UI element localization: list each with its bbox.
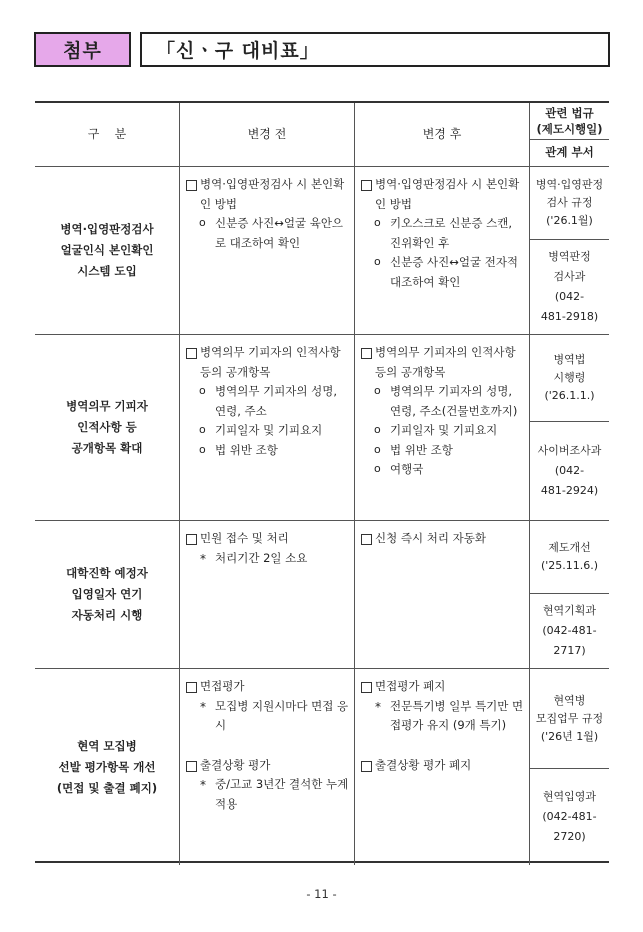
spacer (359, 736, 525, 756)
sub-item: * 전문특기병 일부 특기만 면접평가 유지 (9개 특기) (359, 697, 525, 736)
sub-item: o 신분증 사진↔얼굴 육안으로 대조하여 확인 (184, 214, 350, 253)
sub-item: o 기피일자 및 기피요지 (359, 421, 525, 441)
section-item: 병역의무 기피자의 인적사항 등의 공개항목 (359, 343, 525, 382)
row-category: 현역 모집병 선발 평가항목 개선 (면접 및 출결 폐지) (35, 669, 180, 865)
section-item: 민원 접수 및 처리 (184, 529, 350, 549)
row-law: 현역병 모집업무 규정 ('26년 1월) (530, 669, 609, 769)
row-category: 병역·입영판정검사 얼굴인식 본인확인 시스템 도입 (35, 167, 180, 335)
row-category: 병역의무 기피자 인적사항 등 공개항목 확대 (35, 335, 180, 521)
section-item: 출결상황 평가 폐지 (359, 756, 525, 776)
row-after-cell (355, 167, 530, 335)
sub-item: o 키오스크로 신분증 스캔, 진위확인 후 (359, 214, 525, 253)
section-item: 면접평가 폐지 (359, 677, 525, 697)
page-number: - 11 - (306, 887, 337, 901)
page-title: 「신ㆍ구 대비표」 (140, 32, 610, 67)
sub-item: o 기피일자 및 기피요지 (184, 421, 350, 441)
comparison-table (35, 101, 609, 863)
section-item: 면접평가 (184, 677, 350, 697)
row-dept: 병역판정 검사과 (042- 481-2918) (530, 240, 609, 335)
section-item: 신청 즉시 처리 자동화 (359, 529, 525, 549)
header-category: 구 분 (35, 103, 180, 167)
row-dept: 사이버조사과 (042- 481-2924) (530, 422, 609, 521)
sub-item: * 중/고교 3년간 결석한 누계 적용 (184, 775, 350, 814)
sub-item: o 여행국 (359, 460, 525, 480)
attachment-badge: 첨부 (34, 32, 131, 67)
section-item: 병역의무 기피자의 인적사항 등의 공개항목 (184, 343, 350, 382)
row-law: 병역법 시행령 ('26.1.1.) (530, 335, 609, 422)
sub-item: o 신분증 사진↔얼굴 전자적 대조하여 확인 (359, 253, 525, 292)
header-after: 변경 후 (355, 103, 530, 167)
sub-item: * 처리기간 2일 소요 (184, 549, 350, 569)
sub-item: o 법 위반 조항 (184, 441, 350, 461)
sub-item: * 모집병 지원시마다 면접 응시 (184, 697, 350, 736)
header-dept: 관계 부서 (530, 140, 609, 167)
sub-item: o 법 위반 조항 (359, 441, 525, 461)
sub-item: o 병역의무 기피자의 성명, 연령, 주소 (184, 382, 350, 421)
row-law: 제도개선 ('25.11.6.) (530, 521, 609, 594)
row-dept: 현역입영과 (042-481- 2720) (542, 790, 597, 843)
row-dept: 현역기획과 (042-481- 2717) (530, 594, 609, 669)
header-before: 변경 전 (180, 103, 355, 167)
row-before-cell (180, 669, 355, 865)
section-item: 병역·입영판정검사 시 본인확인 방법 (184, 175, 350, 214)
section-item: 병역·입영판정검사 시 본인확인 방법 (359, 175, 525, 214)
row-before-cell (180, 521, 355, 669)
row-before-cell (180, 167, 355, 335)
row-law: 병역·입영판정 검사 규정 ('26.1월) (530, 167, 609, 240)
row-after-cell (355, 669, 530, 865)
row-after-cell (355, 521, 530, 669)
section-item: 출결상황 평가 (184, 756, 350, 776)
sub-item: o 병역의무 기피자의 성명, 연령, 주소(건물번호까지) (359, 382, 525, 421)
header-law: 관련 법규 (제도시행일) (530, 103, 609, 140)
spacer (184, 736, 350, 756)
row-before-cell (180, 335, 355, 521)
row-after-cell (355, 335, 530, 521)
row-category: 대학진학 예정자 입영일자 연기 자동처리 시행 (35, 521, 180, 669)
